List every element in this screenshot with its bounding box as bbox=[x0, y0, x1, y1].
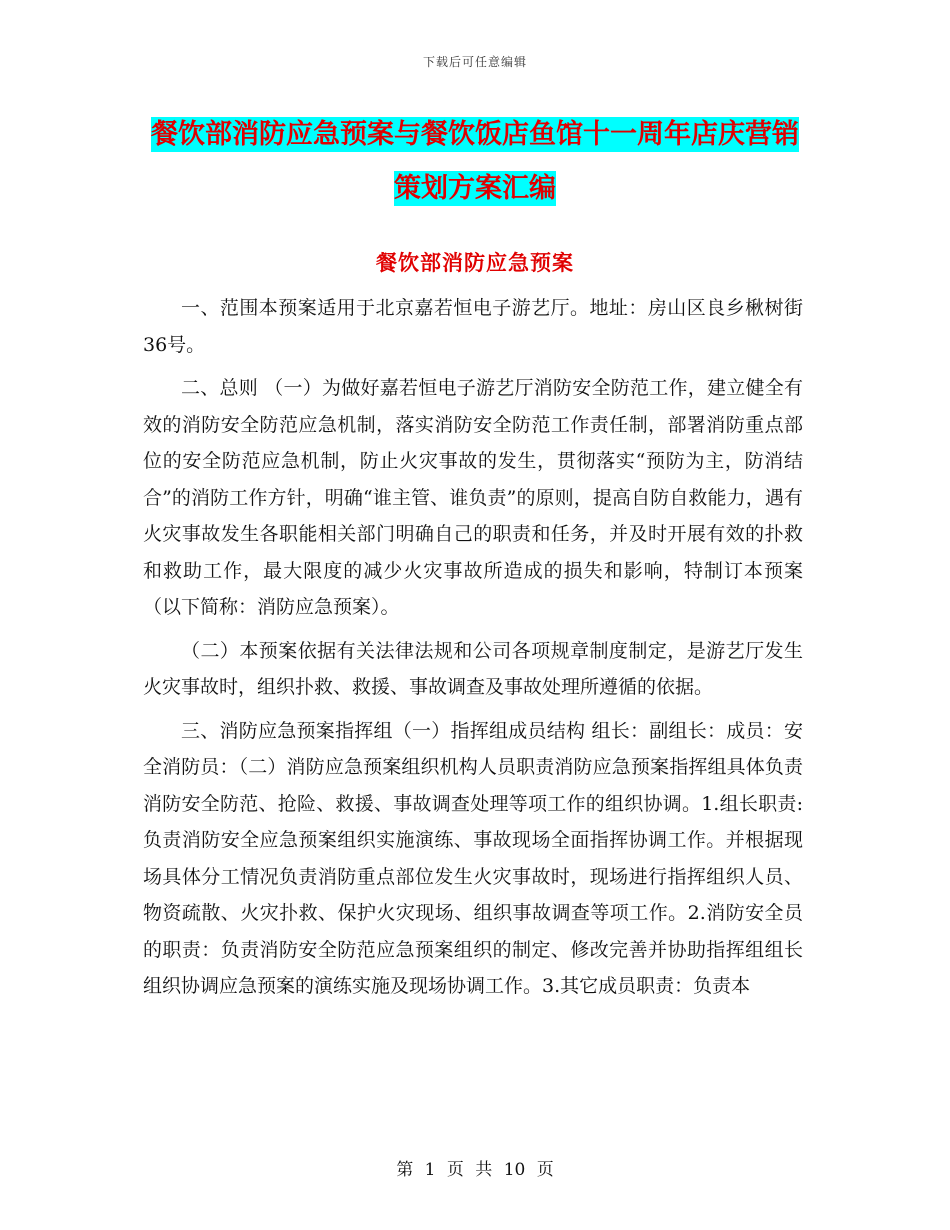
document-body bbox=[143, 290, 803, 1012]
paragraph: （二）本预案依据有关法律法规和公司各项规章制度制定，是游艺厅发生火灾事故时，组织扑救、救援、事故调查及事故处理所遵循的依据。 bbox=[143, 639, 803, 698]
page-header-note: 下载后可任意编辑 bbox=[422, 55, 527, 69]
paragraph: 一、范围本预案适用于北京嘉若恒电子游艺厅。地址：房山区良乡楸树街36号。 bbox=[143, 297, 803, 356]
document-title-text: 餐饮部消防应急预案与餐饮饭店鱼馆十一周年店庆营销策划方案汇编 bbox=[151, 119, 799, 204]
section-title: 餐饮部消防应急预案 bbox=[376, 251, 574, 275]
paragraph: 二、总则 （一）为做好嘉若恒电子游艺厅消防安全防范工作，建立健全有效的消防安全防范应急机制，落实消防安全防范工作责任制，部署消防重点部位的安全防范应急机制，防止火灾事故的发生，贯彻落实“预防为主，防消结合”的消防工作方针，明确“谁主管、谁负责”的原则，提高自防自救能力，遇有火灾事故发生各职能相关部门明确自己的职责和任务，并及时开展有效的扑救和救助工作，最大限度的减少火灾事故所造成的损失和影响，特制订本预案（以下简称：消防应急预案）。 bbox=[143, 377, 803, 618]
paragraph: 三、消防应急预案指挥组（一）指挥组成员结构 组长：副组长：成员：安全消防员：（二）消防应急预案组织机构人员职责消防应急预案指挥组具体负责消防安全防范、抢险、救援、事故调查处理等项工作的组织协调。1.组长职责:负责消防安全应急预案组织实施演练、事故现场全面指挥协调工作。并根据现场具体分工情况负责消防重点部位发生火灾事故时，现场进行指挥组织人员、物资疏散、火灾扑救、保护火灾现场、组织事故调查等项工作。2.消防安全员的职责：负责消防安全防范应急预案组织的制定、修改完善并协助指挥组组长组织协调应急预案的演练实施及现场协调工作。3.其它成员职责：负责本 bbox=[143, 719, 803, 997]
page-number: 第 1 页 共 10 页 bbox=[396, 1160, 554, 1180]
document-title bbox=[140, 108, 810, 216]
